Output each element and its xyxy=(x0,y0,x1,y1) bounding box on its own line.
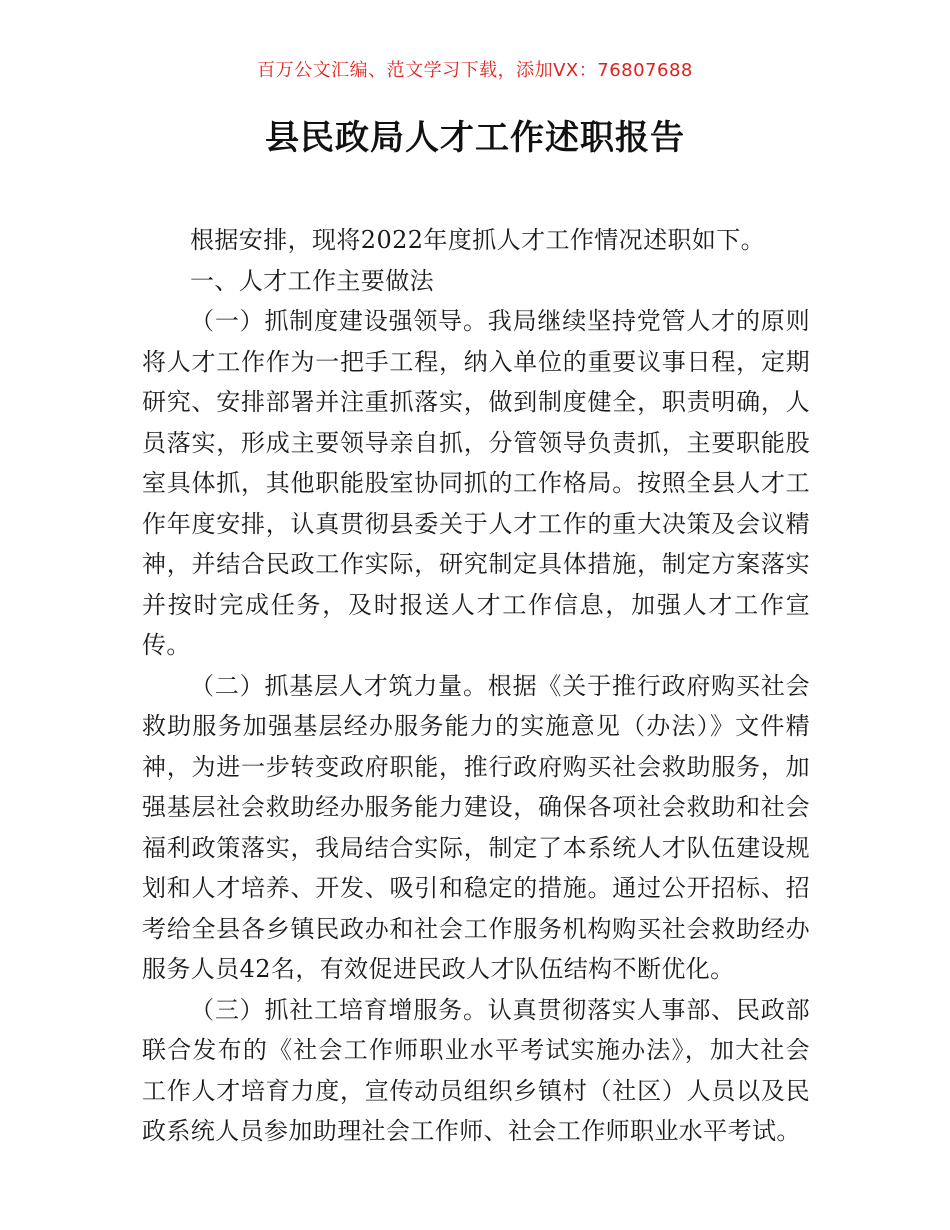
watermark-banner: 百万公文汇编、范文学习下载，添加VX：76807688 xyxy=(257,60,693,81)
intro-paragraph: 根据安排，现将2022年度抓人才工作情况述职如下。 xyxy=(190,226,766,254)
paragraph-1: （一）抓制度建设强领导。我局继续坚持党管人才的原则将人才工作作为一把手工程，纳入单位的重要议事日程，定期研究、安排部署并注重抓落实，做到制度健全，职责明确，人员落实，形成主要领导亲自抓，分管领导负责抓，主要职能股室具体抓，其他职能股室协同抓的工作格局。按照全县人才工作年度安排，认真贯彻县委关于人才工作的重大决策及会议精神，并结合民政工作实际，研究制定具体措施，制定方案落实并按时完成任务，及时报送人才工作信息，加强人才工作宣传。 xyxy=(142,307,810,659)
paragraph-2: （二）抓基层人才筑力量。根据《关于推行政府购买社会救助服务加强基层经办服务能力的实施意见（办法）》文件精神，为进一步转变政府职能，推行政府购买社会救助服务，加强基层社会救助经办服务能力建设，确保各项社会救助和社会福利政策落实，我局结合实际，制定了本系统人才队伍建设规划和人才培养、开发、吸引和稳定的措施。通过公开招标、招考给全县各乡镇民政办和社会工作服务机构购买社会救助经办服务人员42名，有效促进民政人才队伍结构不断优化。 xyxy=(142,671,810,983)
document-title: 县民政局人才工作述职报告 xyxy=(265,118,685,158)
paragraph-3: （三）抓社工培育增服务。认真贯彻落实人事部、民政部联合发布的《社会工作师职业水平考试实施办法》，加大社会工作人才培育力度，宣传动员组织乡镇村（社区）人员以及民政系统人员参加助理社会工作师、社会工作师职业水平考试。 xyxy=(142,995,810,1145)
document-body xyxy=(142,220,810,1152)
section-heading: 一、人才工作主要做法 xyxy=(190,266,434,295)
